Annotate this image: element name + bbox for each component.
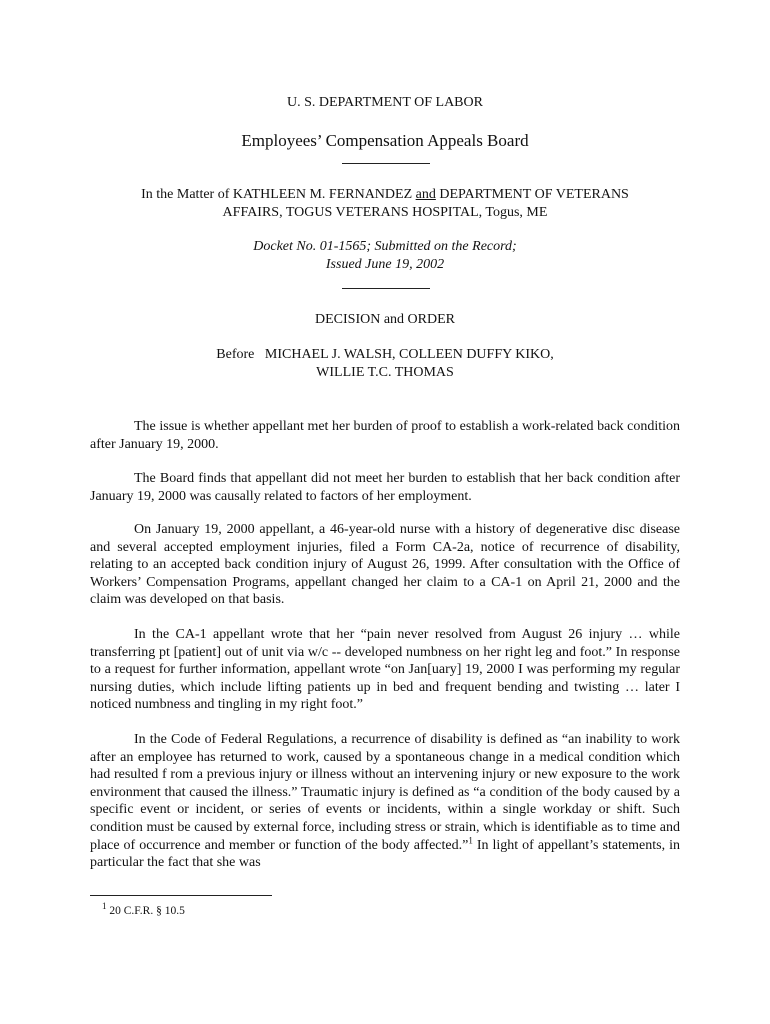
matter-line-1 xyxy=(0,186,770,204)
paragraph-ca1-statement: In the CA-1 appellant wrote that her “pain never resolved from August 26 injury … while transferring pt [patient] out of unit via w/c -- developed numbness on her right leg and foot.” In response to a request for further information, appellant wrote “on Jan[uary] 19, 2000 I was performing my regular nursing duties, which include lifting patients up in bed and frequent bending and twisting … later I noticed numbness and tingling in my right foot.” xyxy=(90,627,680,713)
matter-suffix: DEPARTMENT OF VETERANS xyxy=(435,187,629,202)
matter-prefix: In the Matter of KATHLEEN M. FERNANDEZ xyxy=(141,187,416,202)
matter-and: and xyxy=(415,187,436,202)
paragraph-issue: The issue is whether appellant met her burden of proof to establish a work-related back condition after January 19, 2000. xyxy=(90,419,680,452)
title-divider xyxy=(342,163,430,164)
regulations-text: In the Code of Federal Regulations, a recurrence of disability is defined as “an inability to work after an employee has returned to work, caused by a spontaneous change in a medical condition which had resulted f rom a previous injury or illness without an intervening injury or new exposure to the work environment that caused the illness.” Traumatic injury is defined as “a condition of the body caused by a specific event or incident, or series of events or incidents, within a single workday or shift. Such condition must be caused by external force, including stress or strain, which is identifiable as to time and place of occurrence and member or function of the body affected.” xyxy=(90,732,680,853)
matter-line-2: AFFAIRS, TOGUS VETERANS HOSPITAL, Togus, ME xyxy=(222,205,548,220)
agency-heading: U. S. DEPARTMENT OF LABOR xyxy=(287,95,483,110)
footnote-divider xyxy=(90,895,272,896)
footnote-mark: 1 xyxy=(102,901,107,912)
docket-divider xyxy=(342,288,430,289)
footnote-reference: 1 xyxy=(468,834,473,845)
docket-line-1: Docket No. 01-1565; Submitted on the Record; xyxy=(253,239,517,254)
panel-line-1: Before MICHAEL J. WALSH, COLLEEN DUFFY KIKO, xyxy=(216,347,554,362)
footnote-text: 20 C.F.R. § 10.5 xyxy=(106,905,185,917)
decision-title: DECISION and ORDER xyxy=(315,312,455,327)
paragraph-finding: The Board finds that appellant did not meet her burden to establish that her back condition after January 19, 2000 was causally related to factors of her employment. xyxy=(90,471,680,504)
paragraph-background: On January 19, 2000 appellant, a 46-year-old nurse with a history of degenerative disc disease and several accepted employment injuries, filed a Form CA-2a, notice of recurrence of disability, relating to an accepted back condition injury of August 26, 1999. After consultation with the Office of Workers’ Compensation Programs, appellant changed her claim to a CA-1 on April 21, 2000 and the claim was developed on that basis. xyxy=(90,522,680,608)
footnote xyxy=(102,901,185,918)
docket-line-2: Issued June 19, 2002 xyxy=(325,257,445,272)
regulations-text-cont: In light of appellant’s statements, in particular the fact that she was xyxy=(90,837,680,871)
board-title: Employees’ Compensation Appeals Board xyxy=(241,131,529,150)
panel-line-2: WILLIE T.C. THOMAS xyxy=(316,365,454,380)
paragraph-regulations xyxy=(90,731,680,872)
